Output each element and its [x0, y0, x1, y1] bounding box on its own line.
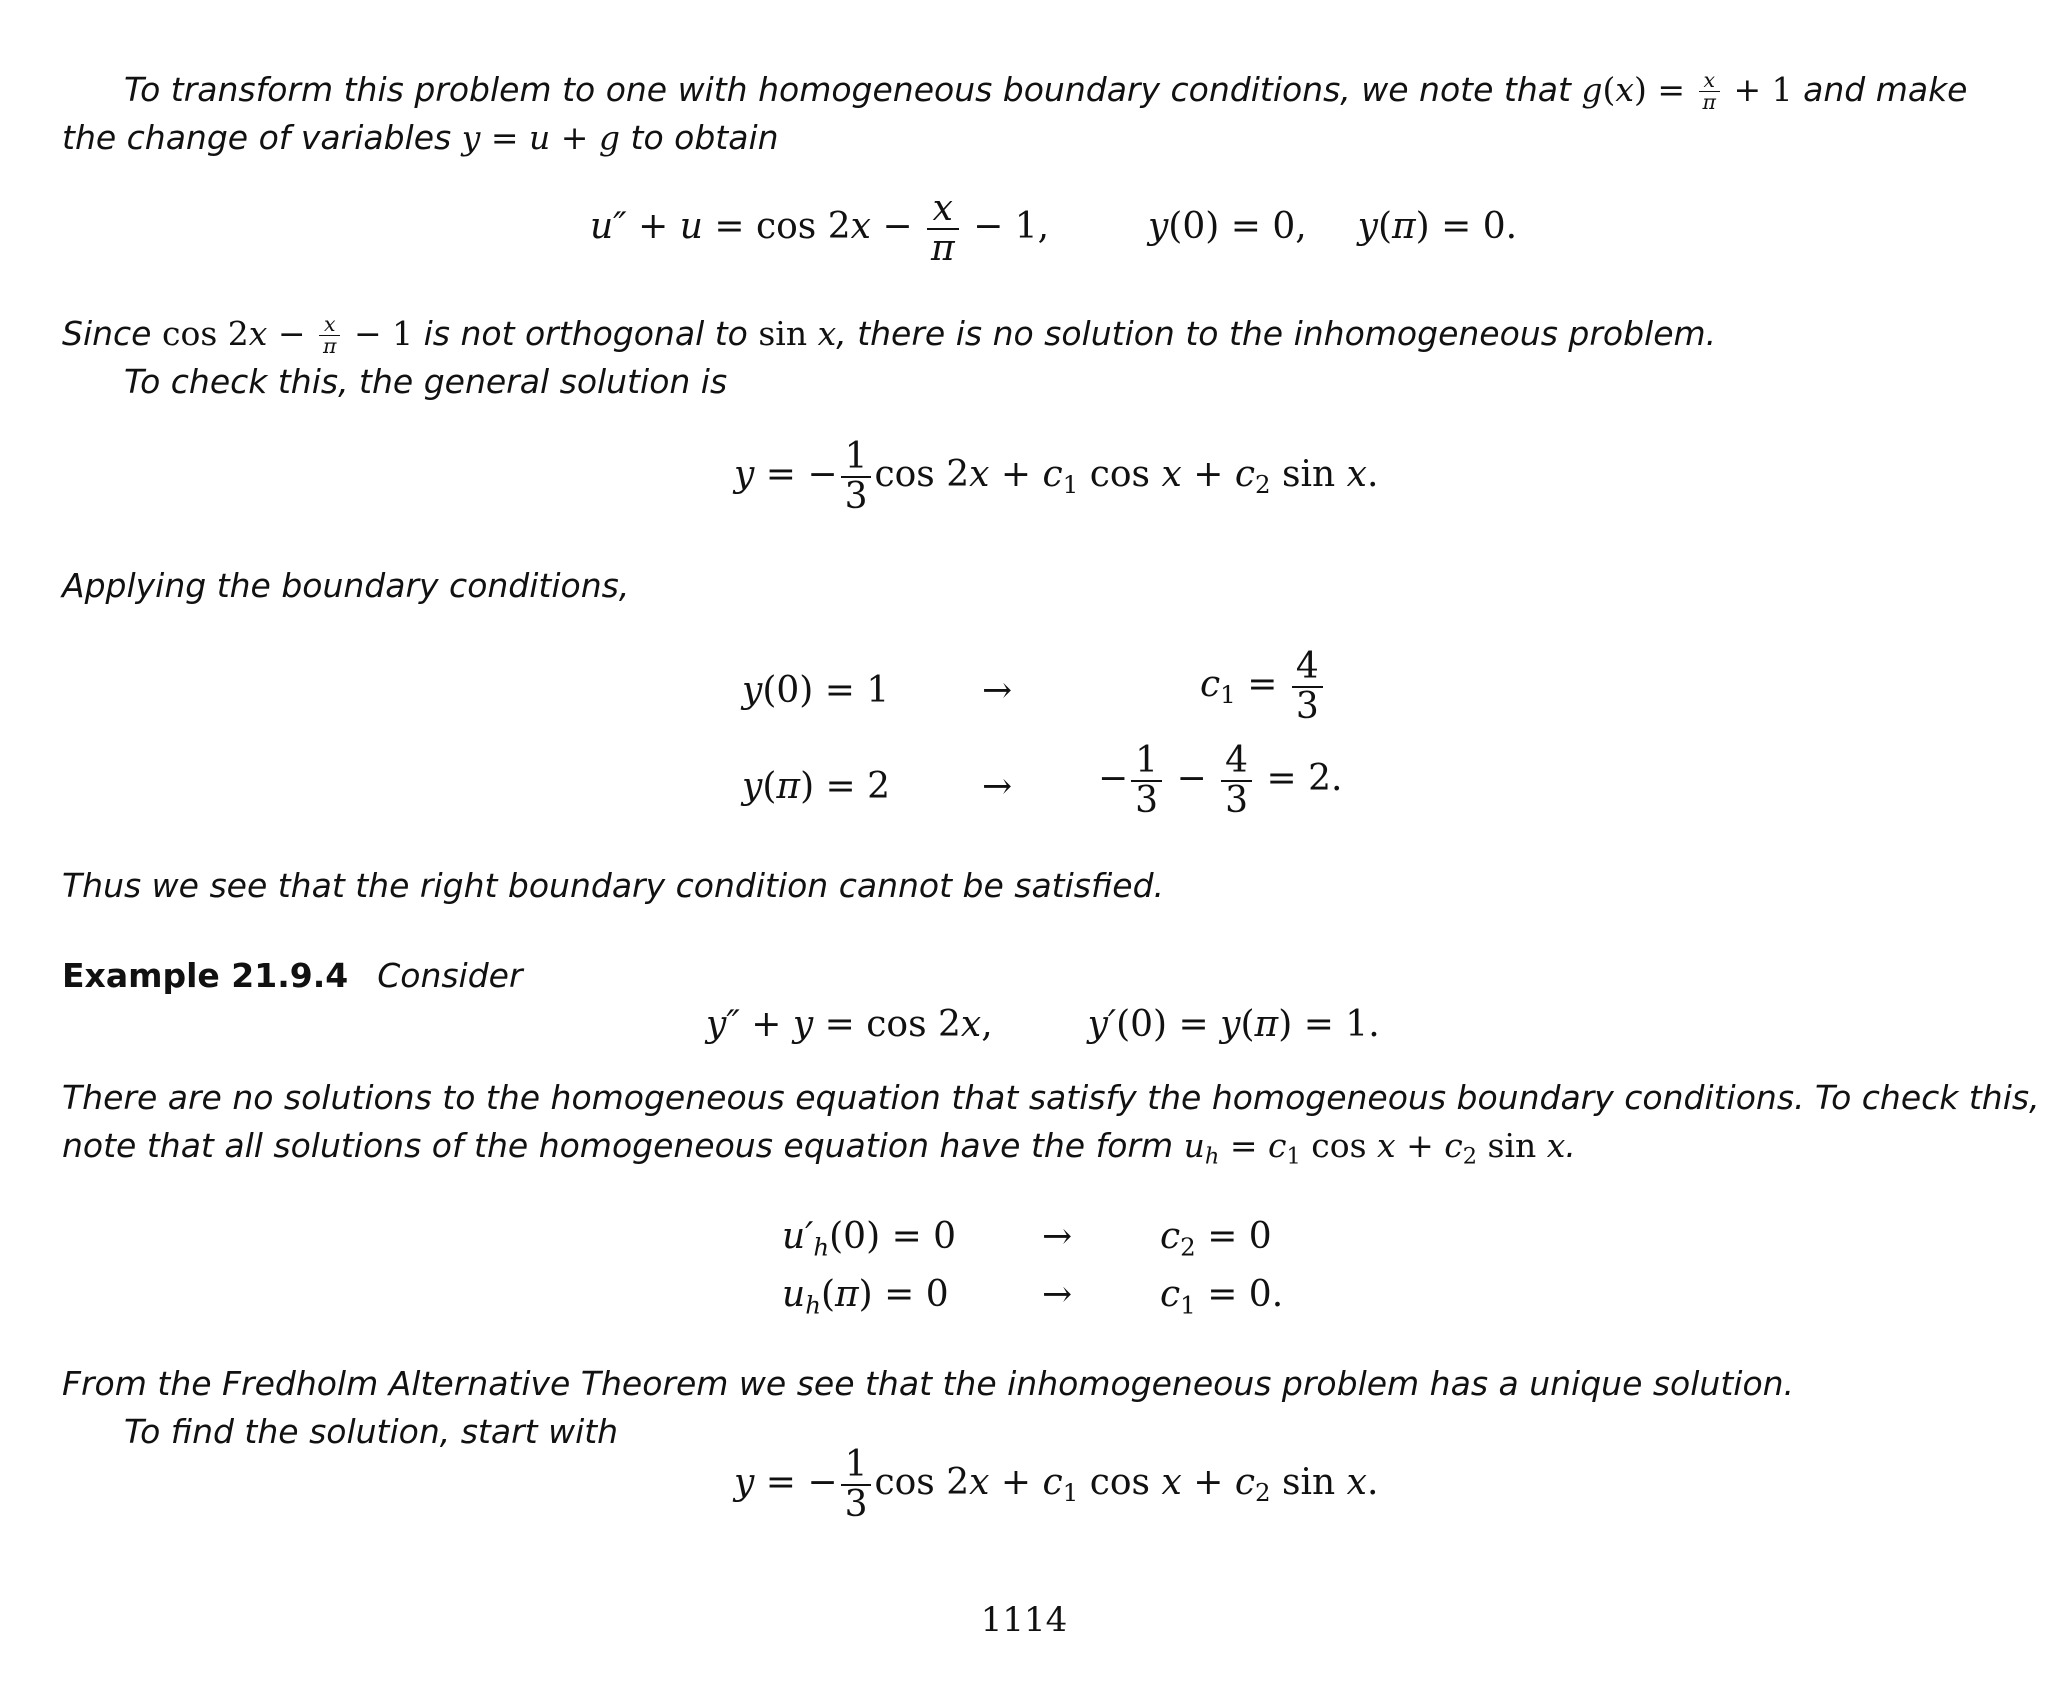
intro-text-end: and make [1803, 70, 1968, 109]
apply-bc-text: Applying the boundary conditions, [62, 566, 630, 605]
math-g-def: g [1581, 70, 1603, 109]
orthogonality-text-a: Since [62, 314, 152, 353]
paragraph-homogeneous-line1 [62, 1074, 2040, 1122]
paragraph-orthogonality: Since cos 2x − $\frac{x}{\pi}$ − 1 is not orthogonal to sin x, there is no solution to the inhomogeneous problem. [62, 311, 1717, 358]
equation-transformed-problem: u″ + u = cos 2x − $\frac{x}{\pi}$ − 1, y(0) = 0, y(π) = 0. [590, 188, 1518, 269]
paragraph-general-solution-intro [124, 358, 2048, 406]
general-solution-text: To check this, the general solution is [124, 362, 728, 401]
intro-text-2: the change of variables [62, 118, 452, 157]
find-solution-text: To find the solution, start with [124, 1412, 619, 1451]
example-consider: Consider [377, 956, 523, 995]
page-number: 1114 [980, 1600, 1068, 1640]
paragraph-homogeneous-line2: note that all solutions of the homogeneous equation have the form $u_h = c_1$ $\cos x + c_2$ sin x. [62, 1126, 1576, 1170]
equation-general-solution: y = − $\frac{1}{3}$ $\cos 2x + c_1$ $\cos x + c_2$ sin x. [734, 436, 1379, 517]
fraction-x-over-pi: $\frac{x}{\pi}$ [1699, 70, 1720, 114]
intro-text: To transform this problem to one with homogeneous boundary conditions, we note that [124, 70, 1571, 109]
paragraph-intro-line2: the change of variables y = u + g to obtain [62, 118, 779, 157]
math-change-of-variables: y [461, 118, 481, 157]
equation-example-problem: y″ + y = cos 2x, y′(0) = y(π) = 1. [706, 1004, 1380, 1045]
intro-text-2-end: to obtain [630, 118, 779, 157]
orthogonality-text-c: , there is no solution to the inhomogeneous problem. [836, 314, 1717, 353]
homogeneous-text-2: note that all solutions of the homogeneous equation have the form [62, 1126, 1174, 1165]
conclusion-text: Thus we see that the right boundary condition cannot be satisfied. [62, 866, 1165, 905]
example-label: Example 21.9.4 [62, 956, 349, 995]
homogeneous-text-1: There are no solutions to the homogeneous equation that satisfy the homogeneous boundary conditions. To check this, [62, 1078, 2040, 1117]
example-heading [62, 952, 1992, 1000]
paragraph-conclusion [62, 862, 1992, 910]
fraction-x-over-pi-2: $\frac{x}{\pi}$ [319, 314, 340, 358]
paragraph-intro-line1: To transform this problem to one with homogeneous boundary conditions, we note that g(x) = $\frac{x}{\pi}$ + 1 and make [124, 67, 1968, 114]
paragraph-fredholm [62, 1360, 1992, 1408]
orthogonality-text-b: is not orthogonal to [423, 314, 748, 353]
paragraph-apply-bc [62, 562, 1992, 610]
equation-start-solution: y = − $\frac{1}{3}$ $\cos 2x + c_1$ $\cos x + c_2$ sin x. [734, 1444, 1379, 1525]
fredholm-text: From the Fredholm Alternative Theorem we see that the inhomogeneous problem has a unique solution. [62, 1364, 1795, 1403]
document-page: To transform this problem to one with homogeneous boundary conditions, we note that g(x) = $\frac{x}{\pi}$ + 1 and make the change of variables y = u + g to obtain u″ + u = cos 2x − $\frac{x}{\pi}$ − 1, y(0) = 0, y(π) = 0. Since cos 2x − $\frac{x}{\pi}$ − 1 is not orthogonal to sin x, there is no solution to the inhomogeneous problem. To check this, the general solution is y = − $\frac{1}{3}$ $\cos 2x + c_1$ $\cos x + c_2$ sin x. Applying the boundary conditions, y(0) = 1 → $c_1$ = $\frac{4}{3}$ y(π) = 2 → − $\frac{1}{3}$ − $\frac{4}{3}$ = 2. Thus we see that the right boundary condition cannot be satisfied. Example 21.9.4 Consider y″ + y = cos 2x, y′(0) = y(π) = 1. There are no solutions to the homogeneous equation that satisfy the homogeneous boundary conditions. To check this, note that all solutions of the homogeneous equation have the form $u_h = c_1$ $\cos x + c_2$ sin x. $u'_h(0) = 0$ → $c_2 = 0$ $u_h(\pi) = 0$ → $c_1 = 0$. From the Fredholm Alternative Theorem we see that the inhomogeneous problem has a unique solution. To find the solution, start with y = − $\frac{1}{3}$ $\cos 2x + c_1$ $\cos x + c_2$ sin x. 1114 [0, 0, 2048, 1687]
